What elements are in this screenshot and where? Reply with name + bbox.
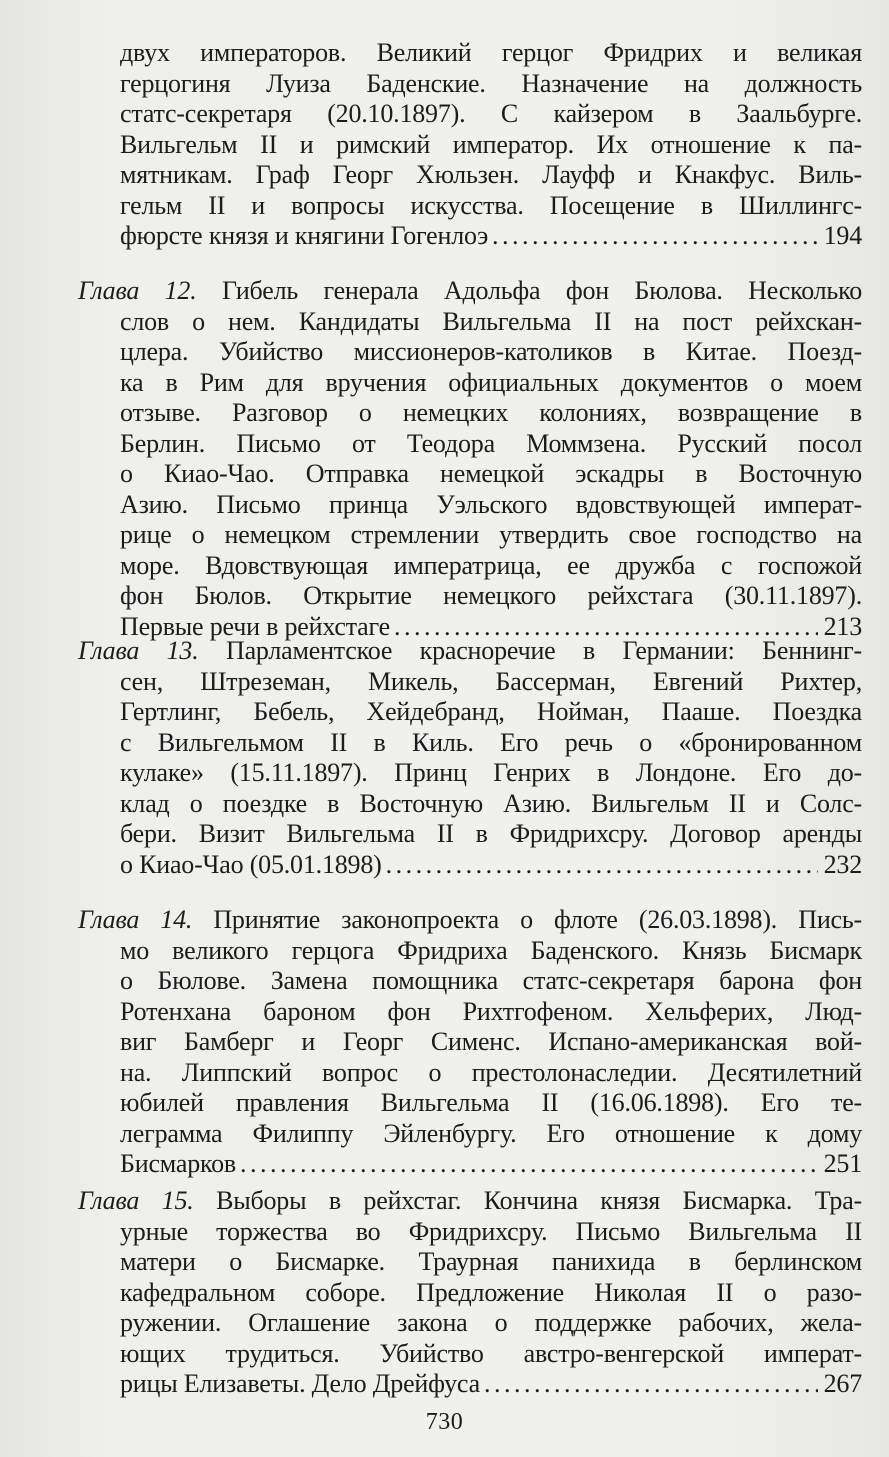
line-text: сен, Штреземан, Микель, Бассерман, Евгений Рихтер, bbox=[120, 666, 862, 696]
line-text: статс-секретаря (20.10.1897). С кайзером в Заальбурге. bbox=[120, 99, 862, 128]
toc-entry-line bbox=[78, 789, 862, 820]
toc-page-ref: 251 bbox=[823, 1149, 862, 1178]
toc-entry-line bbox=[78, 368, 862, 399]
toc-entry bbox=[78, 1186, 862, 1400]
toc-entry-line bbox=[78, 667, 862, 698]
toc-entry-line bbox=[78, 728, 862, 759]
toc-page-ref: 213 bbox=[823, 611, 862, 641]
dot-leader bbox=[484, 1369, 818, 1400]
line-text: море. Вдовствующая императрица, ее дружба с госпожой bbox=[120, 550, 862, 580]
line-text: Гибель генерала Адольфа фон Бюлова. Несколько bbox=[222, 276, 862, 305]
toc-entry-line bbox=[78, 997, 862, 1028]
toc-entry-line bbox=[78, 905, 862, 936]
line-text: мо великого герцога Фридриха Баденского. Князь Бисмарк bbox=[120, 935, 862, 965]
toc-entry-last-line bbox=[78, 850, 862, 881]
toc-entry-line bbox=[78, 337, 862, 368]
toc-entry-line bbox=[78, 819, 862, 850]
toc-entry-line bbox=[78, 429, 862, 460]
line-text: Берлин. Письмо от Теодора Моммзена. Русский посол bbox=[120, 428, 862, 458]
line-text: двух императоров. Великий герцог Фридрих и великая bbox=[120, 38, 862, 67]
toc-entry-line bbox=[78, 1308, 862, 1339]
chapter-label: Глава 14. bbox=[78, 905, 193, 934]
toc-entry-line bbox=[78, 38, 862, 69]
line-text: бери. Визит Вильгельма II в Фридрихсру. Договор аренды bbox=[120, 819, 862, 848]
toc-entry-line bbox=[78, 1058, 862, 1089]
line-text: леграмма Филиппу Эйленбургу. Его отношение к дому bbox=[120, 1118, 862, 1148]
toc-entry-line bbox=[78, 99, 862, 130]
line-text: Ротенхана бароном фон Рихтгофеном. Хельферих, Люд- bbox=[120, 996, 862, 1026]
line-text: матери о Бисмарке. Траурная панихида в берлинском bbox=[120, 1247, 862, 1276]
line-text: кулаке» (15.11.1897). Принц Генрих в Лондоне. Его до- bbox=[120, 758, 862, 787]
toc-entry-line bbox=[78, 1339, 862, 1370]
toc-entry-line bbox=[78, 966, 862, 997]
line-text: Гертлинг, Бебель, Хейдебранд, Нойман, Пааше. Поездка bbox=[120, 697, 862, 726]
line-text: рице о немецком стремлении утвердить свое господство на bbox=[120, 520, 862, 549]
line-text: ружении. Оглашение закона о поддержке рабочих, жела- bbox=[120, 1308, 862, 1337]
toc-entry-line bbox=[78, 459, 862, 490]
toc-entry-line bbox=[78, 758, 862, 789]
toc-entry-line bbox=[78, 520, 862, 551]
toc-entry-line bbox=[78, 276, 862, 307]
line-text: фюрсте князя и княгини Гогенлоэ bbox=[120, 221, 489, 250]
toc-entry-line bbox=[78, 1278, 862, 1309]
line-text: мятникам. Граф Георг Хюльзен. Лауфф и Кнакфус. Виль- bbox=[120, 160, 862, 189]
toc-entry bbox=[78, 905, 862, 1180]
line-text: о Бюлове. Замена помощника статс-секретаря барона фон bbox=[120, 966, 862, 995]
line-text: цлера. Убийство миссионеров-католиков в Китае. Поезд- bbox=[120, 337, 862, 366]
line-text: на. Липпский вопрос о престолонаследии. Десятилетний bbox=[120, 1057, 862, 1087]
line-text: виг Бамберг и Георг Сименс. Испано-американская вой- bbox=[120, 1027, 862, 1056]
line-text: ка в Рим для вручения официальных документов о моем bbox=[120, 367, 862, 397]
toc-entry-line bbox=[78, 191, 862, 222]
line-text: о Киао-Чао. Отправка немецкой эскадры в Восточную bbox=[120, 459, 862, 488]
line-text: отзыве. Разговор о немецких колониях, возвращение в bbox=[120, 398, 862, 427]
toc-page-ref: 267 bbox=[823, 1369, 862, 1398]
toc-page-ref: 194 bbox=[823, 221, 862, 250]
dot-leader bbox=[386, 850, 818, 881]
toc-entry-last-line bbox=[78, 1149, 862, 1180]
toc-entry-line bbox=[78, 636, 862, 667]
line-text: Вильгельм II и римский император. Их отношение к па- bbox=[120, 129, 862, 159]
dot-leader bbox=[492, 221, 818, 252]
line-text: слов о нем. Кандидаты Вильгельма II на пост рейхскан- bbox=[120, 306, 862, 336]
page-number: 730 bbox=[425, 1409, 464, 1435]
line-text: кафедральном соборе. Предложение Николая II о разо- bbox=[120, 1277, 862, 1307]
toc-entry-line bbox=[78, 490, 862, 521]
line-text: герцогиня Луиза Баденские. Назначение на должность bbox=[120, 68, 862, 98]
line-text: рицы Елизаветы. Дело Дрейфуса bbox=[120, 1369, 480, 1398]
toc-entry-line bbox=[78, 1119, 862, 1150]
line-text: Бисмарков bbox=[120, 1149, 236, 1178]
toc-entry-line bbox=[78, 130, 862, 161]
toc-entry-line bbox=[78, 398, 862, 429]
toc-entry-line bbox=[78, 697, 862, 728]
line-text: юбилей правления Вильгельма II (16.06.1898). Его те- bbox=[120, 1088, 862, 1117]
toc-entry-line bbox=[78, 1027, 862, 1058]
toc-entry-line bbox=[78, 551, 862, 582]
line-text: урные торжества во Фридрихсру. Письмо Вильгельма II bbox=[120, 1216, 862, 1246]
toc-entry-line bbox=[78, 1186, 862, 1217]
toc-entry-last-line bbox=[78, 1369, 862, 1400]
line-text: о Киао-Чао (05.01.1898) bbox=[120, 849, 382, 879]
line-text: клад о поездке в Восточную Азию. Вильгельм II и Солс- bbox=[120, 788, 862, 818]
toc-entry bbox=[78, 276, 862, 642]
line-text: гельм II и вопросы искусства. Посещение в Шиллингс- bbox=[120, 190, 862, 220]
toc-entry bbox=[78, 38, 862, 252]
line-text: Первые речи в рейхстаге bbox=[120, 611, 390, 641]
toc-entry-line bbox=[78, 581, 862, 612]
toc-entry-line bbox=[78, 160, 862, 191]
chapter-label: Глава 13. bbox=[78, 636, 199, 665]
line-text: с Вильгельмом II в Киль. Его речь о «бронированном bbox=[120, 727, 862, 757]
chapter-label: Глава 12. bbox=[78, 276, 197, 305]
toc-page-ref: 232 bbox=[823, 849, 862, 879]
line-text: Азию. Письмо принца Уэльского вдовствующей императ- bbox=[120, 489, 862, 519]
toc-entry-line bbox=[78, 1247, 862, 1278]
line-text: ющих трудиться. Убийство австро-венгерской императ- bbox=[120, 1338, 862, 1368]
toc-entry-line bbox=[78, 1088, 862, 1119]
chapter-label: Глава 15. bbox=[78, 1186, 194, 1215]
toc-entry-line bbox=[78, 1217, 862, 1248]
toc-entry bbox=[78, 636, 862, 880]
toc-entry-line bbox=[78, 936, 862, 967]
dot-leader bbox=[240, 1149, 818, 1180]
line-text: Выборы в рейхстаг. Кончина князя Бисмарка. Тра- bbox=[216, 1186, 862, 1215]
line-text: фон Бюлов. Открытие немецкого рейхстага (30.11.1897). bbox=[120, 581, 862, 610]
toc-entry-line bbox=[78, 69, 862, 100]
line-text: Парламентское красноречие в Германии: Беннинг- bbox=[226, 636, 862, 665]
line-text: Принятие законопроекта о флоте (26.03.1898). Пись- bbox=[213, 905, 862, 934]
toc-entry-last-line bbox=[78, 221, 862, 252]
toc-entry-line bbox=[78, 307, 862, 338]
